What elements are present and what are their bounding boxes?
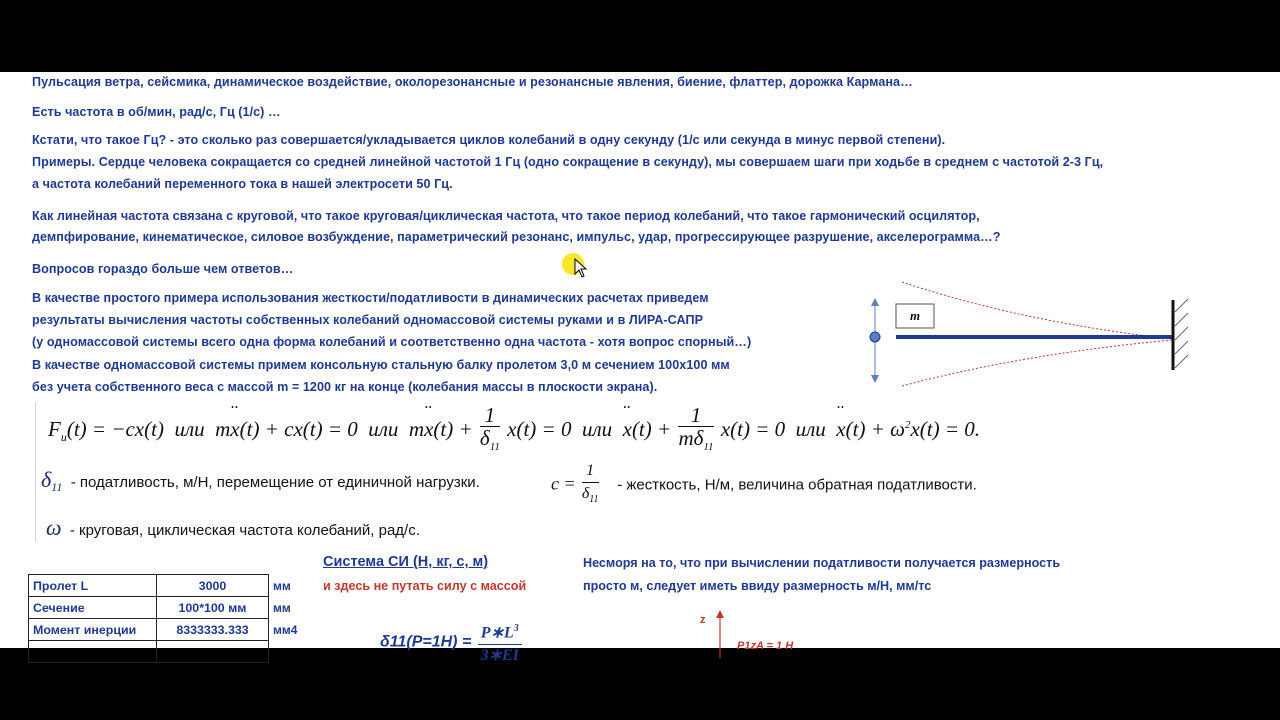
compliance-formula: δ11(P=1H) = $\frac{P∗L^3}{3∗EI}$	[380, 618, 524, 667]
equation-of-motion: $F_u(t) = -cx(t)$ или m•• x(t) + cx(t) = 0 или m•• x(t) + $\frac{1}{\delta_{11}}$ x(t) = 0 или •• x(t) + $\frac{1}{m\delta_{11}}$ x(t) = 0 или •• $x(t) + \omega^2x(t) = 0$.	[48, 404, 980, 458]
table-unit: мм	[273, 600, 291, 615]
table-row	[29, 619, 309, 641]
paragraph-units: Есть частота в об/мин, рад/с, Гц (1/с) …	[32, 105, 281, 119]
paragraph-hz: Кстати, что такое Гц? - это сколько раз совершается/укладывается циклов колебаний в одну секунду (1/с или секунда в минус первой степени).	[32, 133, 946, 147]
table-unit: мм4	[273, 622, 298, 637]
formula-panel	[35, 402, 1095, 542]
paragraph-more-questions: Вопросов гораздо больше чем ответов…	[32, 262, 294, 276]
mouse-cursor-icon	[574, 258, 588, 278]
paragraph-example-3: (у одномассовой системы всего одна форма колебаний и соответственно одна частота - хотя вопрос спорный…)	[32, 335, 752, 349]
cantilever-figure	[862, 282, 1202, 392]
mass-point	[870, 332, 880, 342]
table-unit	[269, 641, 309, 663]
load-label: P1zA = 1 H	[737, 640, 794, 652]
paragraph-examples: Примеры. Сердце человека сокращается со средней линейной частотой 1 Гц (одно сокращение в секунду), мы совершаем шаги при ходьбе в среднем с частотой 2-3 Гц,	[32, 155, 1104, 169]
paragraph-questions-cont: демпфирование, кинематическое, силовое возбуждение, параметрический резонанс, импульс, удар, прогрессирующее разрушение, акселерограмма…?	[32, 230, 1001, 244]
si-system-title: Система СИ (Н, кг, с, м)	[323, 554, 489, 570]
vibration-envelope-lower	[902, 340, 1172, 386]
stiffness-definition: c = $\frac{1}{\delta_{11}}$ - жесткость, Н/м, величина обратная податливости.	[551, 462, 977, 506]
table-cell[interactable]: Момент инерции	[29, 619, 157, 641]
paragraph-example-1: В качестве простого примера использования жесткости/податливости в динамических расчетах приведем	[32, 291, 709, 305]
angular-frequency-definition: ω - круговая, циклическая частота колебаний, рад/с.	[46, 515, 420, 540]
table-cell[interactable]: 100*100 мм	[157, 597, 269, 619]
table-row	[29, 597, 309, 619]
table-cell[interactable]: Пролет L	[29, 575, 157, 597]
vibration-envelope-upper	[902, 282, 1172, 339]
table-cell[interactable]	[29, 641, 157, 663]
paragraph-examples-cont: а частота колебаний переменного тока в нашей электросети 50 Гц.	[32, 177, 453, 191]
mass-label: m	[909, 308, 921, 323]
table-unit: мм	[273, 578, 291, 593]
table-cell[interactable]	[157, 641, 269, 663]
table-cell[interactable]: Сечение	[29, 597, 157, 619]
compliance-definition: $\delta_{11}$ - податливость, м/Н, перемещение от единичной нагрузки.	[41, 467, 480, 494]
table-cell[interactable]: 3000	[157, 575, 269, 597]
paragraph-example-2: результаты вычисления частоты собственных колебаний одномассовой системы руками и в ЛИРА-САПР	[32, 313, 704, 327]
z-axis-label: z	[700, 614, 706, 626]
table-cell[interactable]: 8333333.333	[157, 619, 269, 641]
paragraph-example-5: без учета собственного веса с массой m = 1200 кг на конце (колебания массы в плоскости экрана).	[32, 380, 658, 394]
parameters-table	[28, 574, 309, 663]
paragraph-questions: Как линейная частота связана с круговой, что такое круговая/циклическая частота, что такое период колебаний, что такое гармонический осцилятор,	[32, 209, 980, 223]
paragraph-example-4: В качестве одномассовой системы примем консольную стальную балку пролетом 3,0 м сечением 100х100 мм	[32, 358, 730, 372]
paragraph-intro: Пульсация ветра, сейсмика, динамическое воздействие, околорезонансные и резонансные явления, биение, флаттер, дорожка Кармана…	[32, 75, 913, 89]
dimension-note-1: Несморя на то, что при вычислении податливости получается размерность	[583, 556, 1061, 570]
document-viewport	[0, 72, 1280, 665]
si-system-warning: и здесь не путать силу с массой	[323, 579, 527, 593]
support-hatch	[1175, 299, 1188, 368]
table-row	[29, 641, 309, 663]
dimension-note-2: просто м, следует иметь ввиду размерность м/Н, мм/тс	[583, 579, 932, 593]
table-row	[29, 575, 309, 597]
